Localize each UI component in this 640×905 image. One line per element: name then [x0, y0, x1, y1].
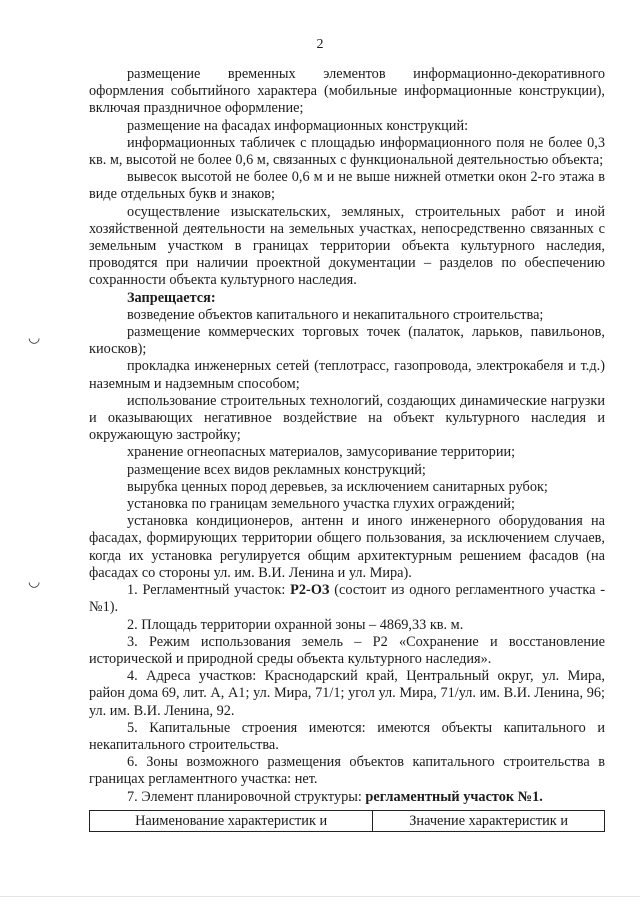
table-header-row — [90, 811, 605, 832]
regulation-code: Р2-ОЗ — [290, 582, 330, 599]
numbered-item-7 — [89, 789, 605, 806]
item-7-bold: регламентный участок №1. — [365, 788, 543, 805]
page-number: 2 — [316, 37, 324, 52]
item-1-prefix: 1. Регламентный участок: — [127, 582, 291, 599]
paragraph: размещение всех видов рекламных конструкций; — [127, 461, 426, 478]
paragraph: вырубка ценных пород деревьев, за исключением санитарных рубок; — [127, 478, 548, 495]
scan-edge — [0, 896, 640, 897]
paragraph: использование строительных технологий, создающих динамические нагрузки и оказывающих негативное воздействие на объект культурного наследия и окружающую застройку; — [89, 392, 605, 444]
item-1-suffix: (состоит из одного регламентного участка - №1). — [89, 582, 606, 616]
paragraph: прокладка инженерных сетей (теплотрасс, газопровода, электрокабеля и т.д.) наземным и надземным способом; — [89, 358, 605, 392]
paragraph: установка по границам земельного участка глухих ограждений; — [127, 496, 515, 513]
margin-mark: ◡ — [28, 331, 41, 346]
paragraph: размещение временных элементов информационно-декоративного оформления событийного характера (мобильные информационные конструкции), включая праздничное оформление; — [89, 66, 605, 117]
numbered-item-1 — [89, 582, 605, 616]
section-heading-prohibited: Запрещается: — [127, 289, 216, 306]
table-header-value: Значение характеристик и — [373, 811, 605, 832]
table-header-name: Наименование характеристик и — [90, 811, 373, 832]
paragraph: вывесок высотой не более 0,6 м и не выше нижней отметки окон 2-го этажа в виде отдельных букв и знаков; — [89, 169, 605, 203]
numbered-item-6: 6. Зоны возможного размещения объектов капитального строительства в границах регламентного участка: нет. — [89, 754, 605, 788]
numbered-item-2: 2. Площадь территории охранной зоны – 4869,33 кв. м. — [127, 616, 464, 633]
paragraph: осуществление изыскательских, земляных, строительных работ и иной хозяйственной деятельности на земельных участках, непосредственно связанных с земельным участком в границах территории объекта культурного наследия, проводятся при наличии проектной документации – разделов по обеспечению сохранности объекта культурного наследия. — [89, 203, 605, 289]
numbered-item-5: 5. Капитальные строения имеются: имеются объекты капитального и некапитального строительства. — [89, 719, 605, 753]
numbered-item-4: 4. Адреса участков: Краснодарский край, Центральный округ, ул. Мира, район дома 69, лит. А, А1; ул. Мира, 71/1; угол ул. Мира, 71/ул. им. В.И. Ленина, 96; ул. им. В.И. Ленина, 92. — [89, 668, 605, 719]
item-7-prefix: 7. Элемент планировочной структуры: — [127, 788, 366, 805]
paragraph: размещение коммерческих торговых точек (палаток, ларьков, павильонов, киосков); — [89, 324, 605, 358]
numbered-item-3: 3. Режим использования земель – Р2 «Сохранение и восстановление исторической и природной среды объекта культурного наследия». — [89, 633, 605, 667]
margin-mark: ◡ — [28, 575, 41, 590]
paragraph: возведение объектов капитального и некапитального строительства; — [127, 306, 544, 323]
characteristics-table — [89, 810, 605, 832]
paragraph: информационных табличек с площадью информационного поля не более 0,3 кв. м, высотой не более 0,6 м, связанных с функциональной деятельностью объекта; — [89, 134, 605, 169]
paragraph: хранение огнеопасных материалов, замусоривание территории; — [127, 444, 516, 461]
paragraph: установка кондиционеров, антенн и иного инженерного оборудования на фасадах, формирующих территории общего пользования, за исключением случаев, когда их установка регулируется общим архитектурным решением фасадов (на фасадах со стороны ул. им. В.И. Ленина и ул. Мира). — [89, 513, 605, 581]
paragraph: размещение на фасадах информационных конструкций: — [127, 117, 469, 134]
document-body — [89, 66, 605, 806]
